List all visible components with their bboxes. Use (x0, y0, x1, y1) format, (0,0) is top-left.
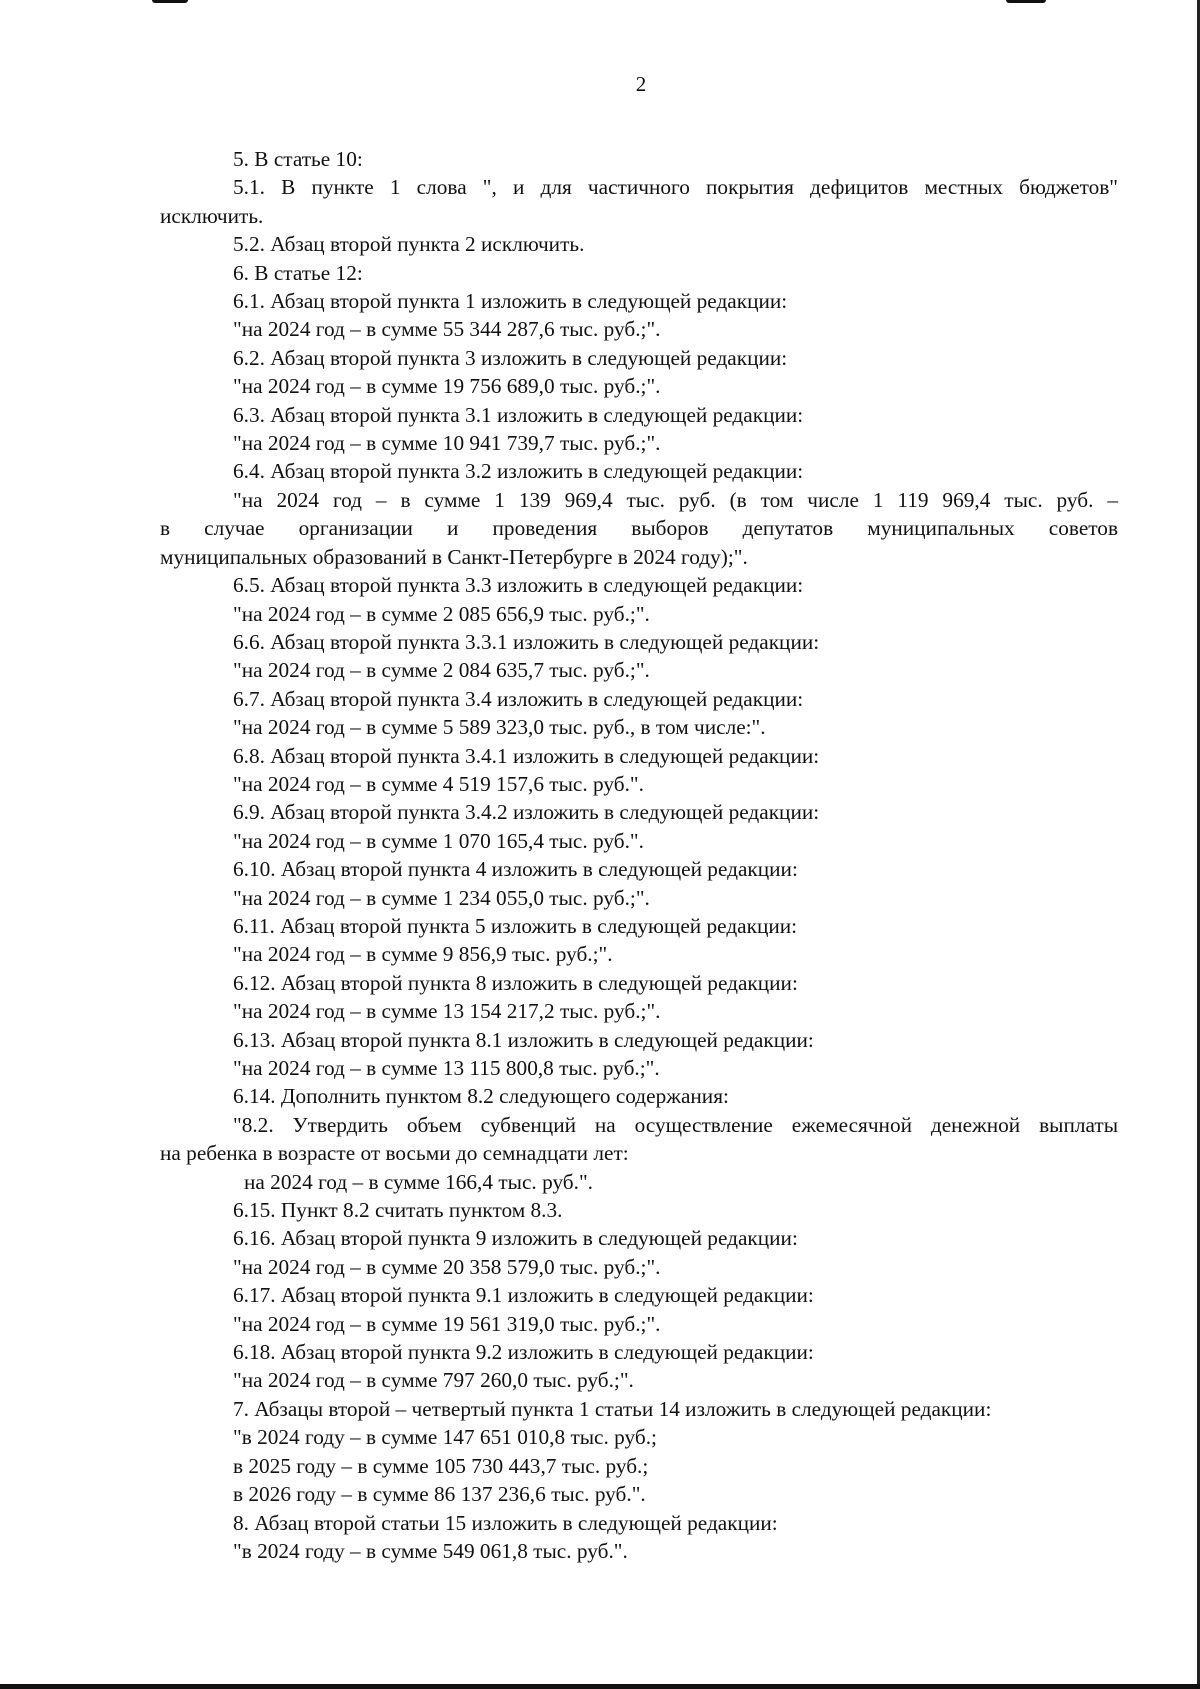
quoted-text-line: "на 2024 год – в сумме 13 115 800,8 тыс. руб.;". (233, 1056, 660, 1080)
text-line: 6.10. Абзац второй пункта 4 изложить в следующей редакции: (233, 857, 798, 882)
quoted-text-line: в 2026 году – в сумме 86 137 236,6 тыс. руб.". (233, 1482, 646, 1507)
quoted-text-line: на ребенка в возрасте от восьми до семнадцати лет: (160, 1141, 629, 1166)
quoted-text-line: "на 2024 год – в сумме 55 344 287,6 тыс. руб.;". (233, 317, 661, 342)
quoted-text-line: "на 2024 год – в сумме 1 234 055,0 тыс. руб.;". (233, 885, 650, 910)
clause-heading: 7. Абзацы второй – четвертый пункта 1 статьи 14 изложить в следующей редакции: (233, 1396, 992, 1421)
text-line: 6.2. Абзац второй пункта 3 изложить в следующей редакции: (233, 345, 788, 370)
text-line: 6.9. Абзац второй пункта 3.4.2 изложить в следующей редакции: (233, 800, 820, 825)
scan-mark (1006, 0, 1046, 3)
text-line: 6.5. Абзац второй пункта 3.3 изложить в следующей редакции: (233, 573, 804, 598)
text-line: 6.17. Абзац второй пункта 9.1 изложить в следующей редакции: (233, 1283, 814, 1308)
quoted-text-line: "на 2024 год – в сумме 797 260,0 тыс. руб.;". (233, 1368, 634, 1393)
text-line: 6.7. Абзац второй пункта 3.4 изложить в следующей редакции: (233, 686, 804, 711)
quoted-text-line: "на 2024 год – в сумме 10 941 739,7 тыс. руб.;". (233, 431, 661, 456)
quoted-text-line: "на 2024 год – в сумме 2 084 635,7 тыс. руб.;". (233, 658, 650, 683)
quoted-text-line: "на 2024 год – в сумме 19 756 689,0 тыс. руб.;". (233, 374, 661, 399)
quoted-text-line: в случае организации и проведения выборов депутатов муниципальных советов (160, 516, 1118, 541)
clause-heading: 6. В статье 12: (233, 260, 363, 285)
text-line: 6.18. Абзац второй пункта 9.2 изложить в следующей редакции: (233, 1340, 814, 1365)
page-number: 2 (635, 72, 647, 96)
text-line: 6.14. Дополнить пунктом 8.2 следующего содержания: (233, 1084, 729, 1109)
quoted-text-line: "на 2024 год – в сумме 1 139 969,4 тыс. руб. (в том числе 1 119 969,4 тыс. руб. – (233, 487, 1118, 512)
text-line: 6.3. Абзац второй пункта 3.1 изложить в следующей редакции: (233, 402, 804, 427)
text-line: 6.4. Абзац второй пункта 3.2 изложить в следующей редакции: (233, 459, 804, 484)
quoted-text-line: "на 2024 год – в сумме 2 085 656,9 тыс. руб.;". (233, 601, 650, 626)
scan-edge (0, 1684, 1200, 1689)
text-line: исключить. (160, 203, 264, 228)
text-line: 6.1. Абзац второй пункта 1 изложить в следующей редакции: (233, 289, 788, 314)
quoted-text-line: "на 2024 год – в сумме 13 154 217,2 тыс. руб.;". (233, 999, 661, 1024)
quoted-text-line: "на 2024 год – в сумме 9 856,9 тыс. руб.;". (233, 942, 613, 967)
quoted-text-line: "на 2024 год – в сумме 4 519 157,6 тыс. руб.". (233, 771, 644, 796)
document-body (160, 145, 1118, 1565)
quoted-text-line: "на 2024 год – в сумме 5 589 323,0 тыс. руб., в том числе:". (233, 715, 766, 740)
quoted-text-line: "на 2024 год – в сумме 19 561 319,0 тыс. руб.;". (233, 1311, 661, 1336)
quoted-text-line: "8.2. Утвердить объем субвенций на осуществление ежемесячной денежной выплаты (233, 1112, 1118, 1137)
scan-mark (152, 0, 188, 3)
quoted-text-line: муниципальных образований в Санкт-Петербурге в 2024 году);". (160, 544, 748, 569)
quoted-text-line: в 2025 году – в сумме 105 730 443,7 тыс. руб.; (233, 1453, 649, 1478)
quoted-text-line: "в 2024 году – в сумме 549 061,8 тыс. руб.". (233, 1538, 628, 1563)
text-line: 6.16. Абзац второй пункта 9 изложить в следующей редакции: (233, 1226, 798, 1251)
text-line: 6.12. Абзац второй пункта 8 изложить в следующей редакции: (233, 970, 798, 995)
text-line: 6.6. Абзац второй пункта 3.3.1 изложить в следующей редакции: (233, 629, 820, 654)
text-line: 5.1. В пункте 1 слова ", и для частичного покрытия дефицитов местных бюджетов" (233, 175, 1118, 200)
text-line: 5.2. Абзац второй пункта 2 исключить. (233, 232, 585, 257)
quoted-text-line: "на 2024 год – в сумме 1 070 165,4 тыс. руб.". (233, 828, 644, 853)
clause-heading: 5. В статье 10: (233, 147, 363, 171)
clause-heading: 8. Абзац второй статьи 15 изложить в следующей редакции: (233, 1510, 778, 1535)
text-line: 6.15. Пункт 8.2 считать пунктом 8.3. (233, 1198, 563, 1223)
text-line: 6.11. Абзац второй пункта 5 изложить в следующей редакции: (233, 913, 798, 938)
quoted-text-line: на 2024 год – в сумме 166,4 тыс. руб.". (244, 1169, 593, 1194)
text-line: 6.13. Абзац второй пункта 8.1 изложить в следующей редакции: (233, 1027, 814, 1052)
quoted-text-line: "в 2024 году – в сумме 147 651 010,8 тыс. руб.; (233, 1425, 657, 1450)
quoted-text-line: "на 2024 год – в сумме 20 358 579,0 тыс. руб.;". (233, 1254, 661, 1279)
text-line: 6.8. Абзац второй пункта 3.4.1 изложить в следующей редакции: (233, 743, 820, 768)
